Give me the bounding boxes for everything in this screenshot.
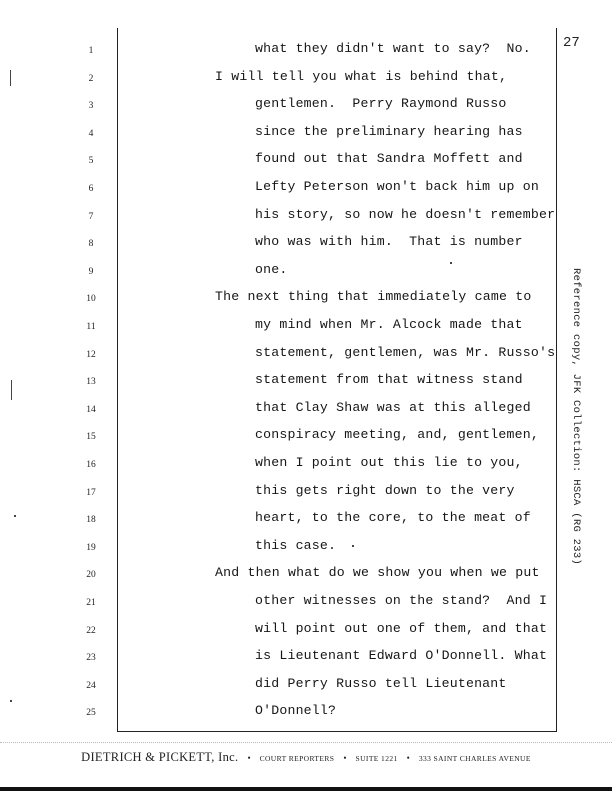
scan-mark [10, 70, 11, 86]
line-number: 18 [86, 515, 96, 526]
line-number: 23 [86, 653, 96, 664]
transcript-line: I will tell you what is behind that, [215, 68, 508, 84]
scan-mark [10, 700, 12, 702]
transcript-line: one. [255, 261, 288, 277]
transcript-line: his story, so now he doesn't remember [255, 206, 556, 222]
footer-leader [0, 742, 612, 743]
transcript-line: that Clay Shaw was at this alleged [255, 399, 531, 415]
line-number: 24 [86, 680, 96, 691]
footer-separator: • [247, 753, 251, 763]
transcript-line: And then what do we show you when we put [215, 565, 540, 581]
transcript-line: when I point out this lie to you, [255, 455, 523, 470]
line-number: 14 [86, 404, 96, 415]
scan-mark [352, 545, 354, 547]
line-number: 15 [86, 432, 96, 443]
line-number: 3 [88, 101, 94, 112]
reporter-footer [0, 748, 612, 766]
scan-mark [450, 262, 452, 264]
transcript-line: gentlemen. Perry Raymond Russo [255, 96, 507, 112]
transcript-line: my mind when Mr. Alcock made that [255, 317, 523, 332]
transcript-line: what they didn't want to say? No. [255, 41, 531, 56]
transcript-line: is Lieutenant Edward O'Donnell. What [255, 648, 548, 664]
firm-name: DIETRICH & PICKETT, Inc. [81, 750, 239, 764]
line-number: 10 [86, 294, 96, 305]
line-number: 13 [86, 377, 96, 388]
scan-mark [11, 380, 12, 400]
line-number: 20 [86, 570, 96, 581]
archive-side-stamp: Reference copy, JFK Collection: HSCA (RG 233) [570, 268, 582, 566]
transcript-line: heart, to the core, to the meat of [255, 510, 531, 526]
transcript-line: O'Donnell? [255, 703, 337, 719]
footer-separator: • [343, 753, 347, 763]
line-number: 17 [86, 487, 96, 498]
frame-bottom-rule [118, 731, 556, 732]
line-number: 16 [86, 460, 96, 470]
firm-address: 333 SAINT CHARLES AVENUE [418, 754, 531, 763]
line-number: 22 [86, 625, 96, 636]
transcript-line: statement, gentlemen, was Mr. Russo's [255, 344, 556, 360]
transcript-line: statement from that witness stand [255, 372, 523, 388]
line-number: 2 [88, 73, 94, 84]
line-number: 7 [88, 211, 94, 222]
firm-suite: SUITE 1221 [355, 754, 398, 763]
line-number: 9 [88, 266, 94, 277]
transcript-line: Lefty Peterson won't back him up on [255, 179, 539, 194]
page-number: 27 [563, 35, 580, 51]
line-number: 8 [88, 239, 94, 250]
line-number: 12 [86, 349, 96, 360]
transcript-line: other witnesses on the stand? And I [255, 593, 548, 608]
transcript-line: conspiracy meeting, and, gentlemen, [255, 427, 539, 443]
line-number: 4 [88, 128, 94, 139]
line-number: 25 [86, 708, 96, 719]
line-number: 5 [88, 156, 94, 167]
scan-bottom-edge [0, 787, 612, 791]
firm-role: COURT REPORTERS [259, 754, 335, 763]
line-number: 21 [86, 598, 96, 608]
line-number: 6 [88, 184, 94, 194]
footer-separator: • [406, 753, 410, 763]
transcript-line: found out that Sandra Moffett and [255, 151, 523, 167]
transcript-line: The next thing that immediately came to [215, 289, 532, 305]
transcript-line: will point out one of them, and that [255, 620, 548, 636]
scan-mark [14, 515, 16, 517]
transcript-line: this case. [255, 537, 337, 553]
transcript-line: since the preliminary hearing has [255, 123, 523, 139]
line-number: 1 [88, 46, 94, 56]
transcript-line: did Perry Russo tell Lieutenant [255, 675, 507, 691]
line-number: 19 [86, 542, 96, 553]
line-number: 11 [86, 322, 96, 332]
transcript-line: who was with him. That is number [255, 234, 523, 250]
transcript-line: this gets right down to the very [255, 482, 515, 498]
